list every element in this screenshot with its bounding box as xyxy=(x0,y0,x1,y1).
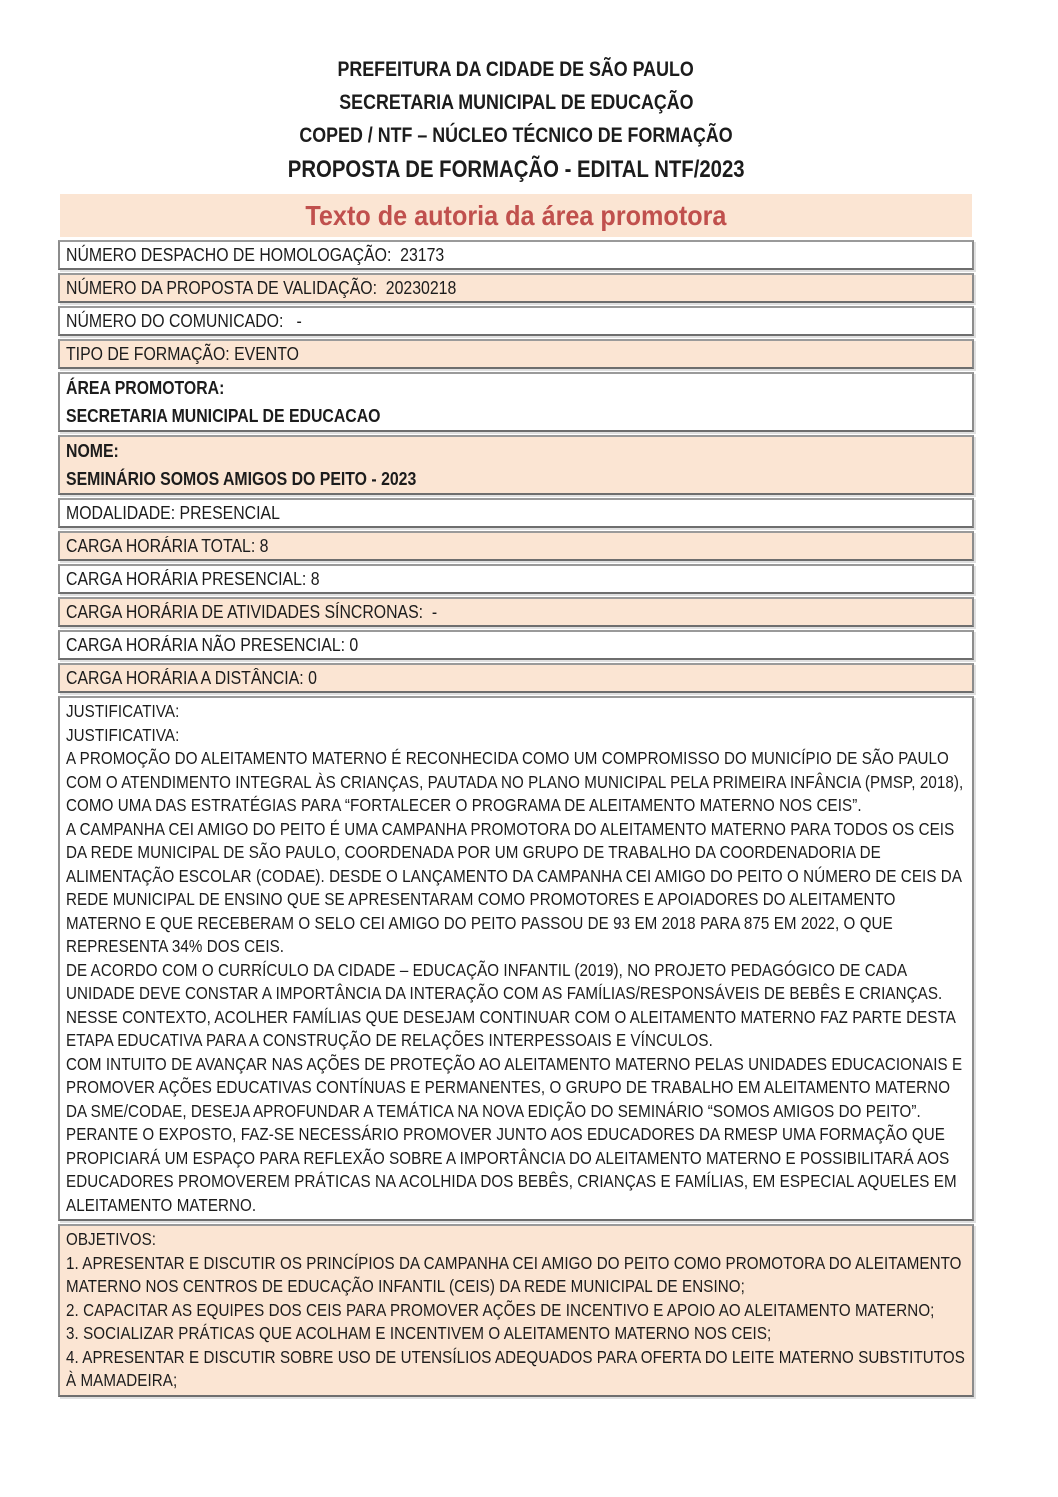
field-numero-despacho-homologacao xyxy=(58,240,974,270)
objetivos-item: 1. APRESENTAR E DISCUTIR OS PRINCÍPIOS DA CAMPANHA CEI AMIGO DO PEITO COMO PROMOTORA DO ALEITAMENTO MATERNO NOS CENTROS DE EDUCAÇÃO INFANTIL (CEIS) DA REDE MUNICIPAL DE ENSINO; xyxy=(66,1252,962,1296)
field-text: NÚMERO DO COMUNICADO: - xyxy=(66,311,302,331)
field-text: CARGA HORÁRIA TOTAL: 8 xyxy=(66,536,269,556)
header-line-prefeitura xyxy=(58,54,974,87)
promoter-banner xyxy=(60,194,972,237)
section-justificativa xyxy=(58,696,974,1221)
field-text: CARGA HORÁRIA PRESENCIAL: 8 xyxy=(66,569,320,589)
field-area-promotora xyxy=(58,372,974,432)
field-text: CARGA HORÁRIA NÃO PRESENCIAL: 0 xyxy=(66,635,359,655)
field-text: CARGA HORÁRIA DE ATIVIDADES SÍNCRONAS: - xyxy=(66,602,438,622)
field-value: SEMINÁRIO SOMOS AMIGOS DO PEITO - 2023 xyxy=(66,469,417,489)
field-numero-comunicado xyxy=(58,306,974,336)
objetivos-item: 3. SOCIALIZAR PRÁTICAS QUE ACOLHAM E INCENTIVEM O ALEITAMENTO MATERNO NOS CEIS; xyxy=(66,1323,772,1343)
document-header xyxy=(58,0,974,190)
justificativa-paragraph: A PROMOÇÃO DO ALEITAMENTO MATERNO É RECONHECIDA COMO UM COMPROMISSO DO MUNICÍPIO DE SÃO PAULO COM O ATENDIMENTO INTEGRAL ÀS CRIANÇAS, PAUTADA NO PLANO MUNICIPAL PELA PRIMEIRA INFÂNCIA (PMSP, 2018), COMO UMA DAS ESTRATÉGIAS PARA “FORTALECER O PROGRAMA DE ALEITAMENTO MATERNO NOS CEIS”. xyxy=(66,748,964,815)
field-nome xyxy=(58,435,974,495)
field-numero-proposta-validacao xyxy=(58,273,974,303)
field-carga-horaria-total xyxy=(58,531,974,561)
justificativa-text-block xyxy=(66,700,970,1217)
section-objetivos xyxy=(58,1224,974,1397)
field-carga-horaria-distancia xyxy=(58,663,974,693)
header-text-secretaria: SECRETARIA MUNICIPAL DE EDUCAÇÃO xyxy=(338,90,694,114)
field-text: MODALIDADE: PRESENCIAL xyxy=(66,503,280,523)
field-label: ÁREA PROMOTORA: xyxy=(66,378,225,398)
objetivos-item: 2. CAPACITAR AS EQUIPES DOS CEIS PARA PROMOVER AÇÕES DE INCENTIVO E APOIO AO ALEITAMENTO MATERNO; xyxy=(66,1299,935,1320)
justificativa-heading-repeat: JUSTIFICATIVA: xyxy=(66,724,180,745)
justificativa-paragraph: DE ACORDO COM O CURRÍCULO DA CIDADE – EDUCAÇÃO INFANTIL (2019), NO PROJETO PEDAGÓGICO DE CADA UNIDADE DEVE CONSTAR A IMPORTÂNCIA DA INTERAÇÃO COM AS FAMÍLIAS/RESPONSÁVEIS DE BEBÊS E CRIANÇAS. NESSE CONTEXTO, ACOLHER FAMÍLIAS QUE DESEJAM CONTINUAR COM O ALEITAMENTO MATERNO FAZ PARTE DESTA ETAPA EDUCATIVA PARA A CONSTRUÇÃO DE RELAÇÕES INTERPESSOAIS E VÍNCULOS. xyxy=(66,959,956,1050)
field-label: NOME: xyxy=(66,441,119,461)
field-text: TIPO DE FORMAÇÃO: EVENTO xyxy=(66,344,299,364)
objetivos-item: 4. APRESENTAR E DISCUTIR SOBRE USO DE UTENSÍLIOS ADEQUADOS PARA OFERTA DO LEITE MATERNO SUBSTITUTOS À MAMADEIRA; xyxy=(66,1346,965,1390)
justificativa-paragraph: PERANTE O EXPOSTO, FAZ-SE NECESSÁRIO PROMOVER JUNTO AOS EDUCADORES DA RMESP UMA FORMAÇÃO QUE PROPICIARÁ UM ESPAÇO PARA REFLEXÃO SOBRE A IMPORTÂNCIA DO ALEITAMENTO MATERNO E POSSIBILITARÁ AOS EDUCADORES PROMOVEREM PRÁTICAS NA ACOLHIDA DOS BEBÊS, CRIANÇAS E FAMÍLIAS, EM ESPECIAL AQUELES EM ALEITAMENTO MATERNO. xyxy=(66,1124,957,1215)
field-carga-horaria-presencial xyxy=(58,564,974,594)
justificativa-paragraph: COM INTUITO DE AVANÇAR NAS AÇÕES DE PROTEÇÃO AO ALEITAMENTO MATERNO PELAS UNIDADES EDUCACIONAIS E PROMOVER AÇÕES EDUCATIVAS CONTÍNUAS E PERMANENTES, O GRUPO DE TRABALHO EM ALEITAMENTO MATERNO DA SME/CODAE, DESEJA APROFUNDAR A TEMÁTICA NA NOVA EDIÇÃO DO SEMINÁRIO “SOMOS AMIGOS DO PEITO”. xyxy=(66,1053,963,1121)
promoter-banner-text: Texto de autoria da área promotora xyxy=(305,199,727,231)
field-carga-horaria-nao-presencial xyxy=(58,630,974,660)
field-value: SECRETARIA MUNICIPAL DE EDUCACAO xyxy=(66,406,381,426)
page-title: PROPOSTA DE FORMAÇÃO - EDITAL NTF/2023 xyxy=(287,156,745,183)
objetivos-heading: OBJETIVOS: xyxy=(66,1229,157,1249)
justificativa-paragraph: A CAMPANHA CEI AMIGO DO PEITO É UMA CAMPANHA PROMOTORA DO ALEITAMENTO MATERNO PARA TODOS OS CEIS DA REDE MUNICIPAL DE SÃO PAULO, COORDENADA POR UM GRUPO DE TRABALHO DA COORDENADORIA DE ALIMENTAÇÃO ESCOLAR (CODAE). DESDE O LANÇAMENTO DA CAMPANHA CEI AMIGO DO PEITO O NÚMERO DE CEIS DA REDE MUNICIPAL DE ENSINO QUE SE APRESENTARAM COMO PROMOTORES E APOIADORES DO ALEITAMENTO MATERNO E QUE RECEBERAM O SELO CEI AMIGO DO PEITO PASSOU DE 93 EM 2018 PARA 875 EM 2022, O QUE REPRESENTA 34% DOS CEIS. xyxy=(66,818,962,956)
objetivos-text-block xyxy=(66,1228,970,1393)
field-text: NÚMERO DESPACHO DE HOMOLOGAÇÃO: 23173 xyxy=(66,245,445,265)
header-text-prefeitura: PREFEITURA DA CIDADE DE SÃO PAULO xyxy=(337,57,695,81)
header-line-coped-ntf xyxy=(58,120,974,153)
justificativa-heading: JUSTIFICATIVA: xyxy=(66,701,180,721)
header-line-secretaria xyxy=(58,87,974,120)
document-content xyxy=(58,0,974,1397)
header-line-proposta-titulo xyxy=(58,153,974,190)
header-text-coped-ntf: COPED / NTF – NÚCLEO TÉCNICO DE FORMAÇÃO xyxy=(299,123,733,147)
field-carga-horaria-sincronas xyxy=(58,597,974,627)
field-modalidade xyxy=(58,498,974,528)
field-tipo-formacao xyxy=(58,339,974,369)
field-text: CARGA HORÁRIA A DISTÂNCIA: 0 xyxy=(66,668,317,688)
field-text: NÚMERO DA PROPOSTA DE VALIDAÇÃO: 20230218 xyxy=(66,278,457,298)
